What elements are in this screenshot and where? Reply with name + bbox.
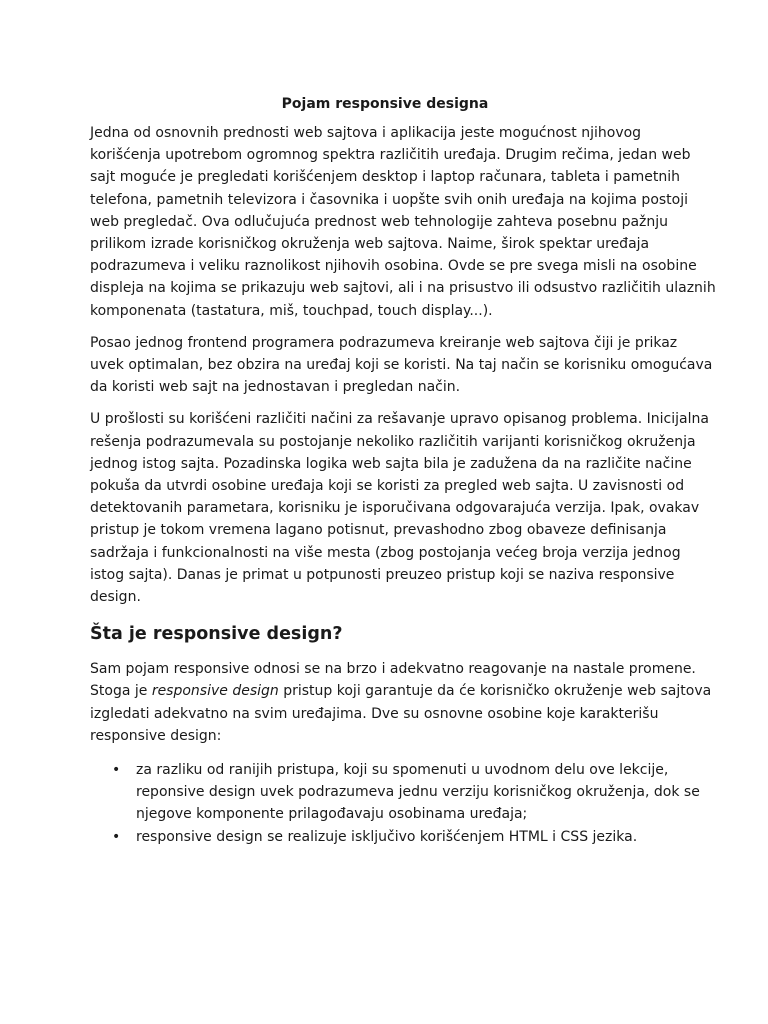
text-segment: Stoga je (90, 683, 152, 700)
section-heading: Šta je responsive design? (90, 624, 343, 645)
text-line: uvek optimalan, bez obzira na uređaj koji se koristi. Na taj način se korisniku omogućava (90, 357, 713, 374)
paragraph-intro (90, 122, 716, 322)
text-line: podrazumeva i veliku raznolikost njihovih osobina. Ovde se pre svega misli na osobine (90, 258, 697, 275)
paragraph-frontend (90, 332, 713, 399)
text-line: pristup je tokom vremena lagano potisnut, prevashodno zbog obaveze definisanja (90, 522, 667, 539)
bullet-list (90, 759, 700, 848)
text-line: U prošlosti su korišćeni različiti načini za rešavanje upravo opisanog problema. Inicijalna (90, 411, 709, 428)
text-line: detektovanih parametara, korisniku je isporučivana odgovarajuća verzija. Ipak, ovakav (90, 500, 700, 517)
text-segment: pristup koji garantuje da će korisničko okruženje web sajtova (278, 683, 712, 700)
text-line: design. (90, 589, 141, 606)
text-line: sajt moguće je pregledati korišćenjem desktop i laptop računara, tableta i pametnih (90, 169, 681, 186)
list-item (90, 759, 700, 826)
text-line: web pregledač. Ova odlučujuća prednost web tehnologije zahteva posebnu pažnju (90, 213, 669, 230)
list-item (90, 826, 680, 848)
bullet-icon: • (112, 762, 121, 779)
text-line: izgledati adekvatno na svim uređajima. Dve su osnovne osobine koje karakterišu (90, 705, 659, 722)
text-line (90, 680, 712, 702)
text-line: za razliku od ranijih pristupa, koji su spomenuti u uvodnom delu ove lekcije, (136, 762, 669, 779)
text-line: jednog istog sajta. Pozadinska logika web sajta bila je zadužena da na različite načine (90, 455, 692, 472)
text-line: Posao jednog frontend programera podrazumeva kreiranje web sajtova čiji je prikaz (90, 334, 678, 351)
text-line: da koristi web sajt na jednostavan i pregledan način. (90, 379, 461, 396)
text-line: istog sajta). Danas je primat u potpunosti preuzeo pristup koji se naziva responsive (90, 566, 675, 583)
text-line: responsive design: (90, 727, 222, 744)
paragraph-definition (90, 658, 712, 747)
text-line: rešenja podrazumevala su postojanje nekoliko različitih varijanti korisničkog okruženja (90, 433, 696, 450)
bullet-icon: • (112, 828, 121, 845)
document-page (90, 94, 716, 848)
text-line: njegove komponente prilagođavaju osobinama uređaja; (136, 806, 528, 823)
document-title: Pojam responsive designa (281, 96, 489, 112)
text-line: reponsive design uvek podrazumeva jednu verziju korisničkog okruženja, dok se (136, 784, 700, 801)
text-line: Sam pojam responsive odnosi se na brzo i adekvatno reagovanje na nastale promene. (90, 661, 696, 678)
paragraph-history (90, 408, 709, 608)
text-line: korišćenja upotrebom ogromnog spektra različitih uređaja. Drugim rečima, jedan web (90, 147, 691, 164)
text-line: displeja na kojima se prikazuju web sajtovi, ali i na prisustvo ili odsustvo različitih ulaznih (90, 280, 716, 297)
text-line: sadržaja i funkcionalnosti na više mesta (zbog postojanja većeg broja verzija jednog (90, 544, 681, 561)
text-line: komponenata (tastatura, miš, touchpad, touch display...). (90, 302, 493, 319)
text-line: responsive design se realizuje isključivo korišćenjem HTML i CSS jezika. (136, 828, 638, 845)
text-line: telefona, pametnih televizora i časovnika i uopšte svih onih uređaja na kojima postoji (90, 191, 689, 208)
text-line: pokuša da utvrdi osobine uređaja koji se koristi za pregled web sajta. U zavisnosti od (90, 478, 685, 495)
text-line: prilikom izrade korisničkog okruženja web sajtova. Naime, širok spektar uređaja (90, 236, 650, 253)
emphasis-term: responsive design (151, 683, 279, 700)
text-line: Jedna od osnovnih prednosti web sajtova i aplikacija jeste mogućnost njihovog (90, 125, 642, 141)
